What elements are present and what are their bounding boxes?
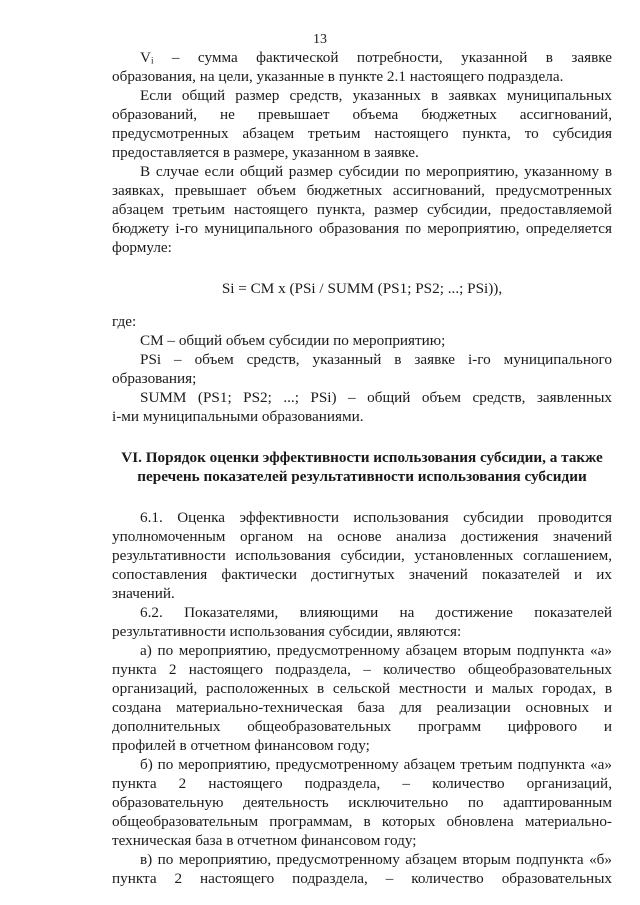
text-line: сопоставления фактически достигнутых значений показателей и их — [112, 566, 612, 583]
definition-line: CM – общий объем субсидии по мероприятию; — [140, 332, 446, 349]
where-label: где: — [112, 313, 137, 330]
text-line: дополнительных общеобразовательных программ цифрового и — [112, 718, 612, 735]
paragraph-vi-definition — [112, 48, 612, 86]
text-line: заявках, превышает объем бюджетных ассигнований, предусмотренных — [112, 182, 612, 199]
subsidy-formula: Si = CM x (PSi / SUMM (PS1; PS2; ...; PSi)), — [221, 280, 503, 297]
text-line: техническая база в отчетном финансовом году; — [112, 832, 417, 849]
text-line: в) по мероприятию, предусмотренному абзацем вторым подпункта «б» — [140, 851, 612, 868]
definition-line: PSi – объем средств, указанный в заявке i-го муниципального — [140, 351, 612, 368]
text-line: формуле: — [112, 239, 172, 256]
text-line: 6.2. Показателями, влияющими на достижение показателей — [140, 604, 612, 621]
list-item-a — [112, 641, 612, 755]
list-item-b — [112, 755, 612, 850]
document-body — [112, 48, 612, 888]
heading-line: перечень показателей результативности использования субсидии — [137, 468, 587, 485]
text-line: абзацем третьим настоящего пункта, размер субсидии, предоставляемой — [112, 201, 612, 218]
formula-definitions — [112, 331, 612, 426]
section-heading — [112, 448, 612, 486]
text-line: уполномоченным органом на основе анализа достижения значений — [112, 528, 612, 545]
text-line: Vᵢ – сумма фактической потребности, указанной в заявке — [140, 49, 612, 66]
text-line: пункта 2 настоящего подраздела, – количество организаций, — [112, 775, 612, 792]
text-line: пункта 2 настоящего подраздела, – количество образовательных — [112, 870, 612, 887]
text-line: образовательную деятельность исключительно по адаптированным — [112, 794, 612, 811]
paragraph-exceeds-budget — [112, 162, 612, 257]
page-number: 13 — [313, 32, 327, 47]
definition-line: SUMM (PS1; PS2; ...; PSi) – общий объем средств, заявленных — [140, 389, 612, 406]
text-line: значений. — [112, 585, 175, 602]
text-line: В случае если общий размер субсидии по мероприятию, указанному в — [140, 163, 612, 180]
text-line: результативности использования субсидии, установленных соглашением, — [112, 547, 612, 564]
text-line: пункта 2 настоящего подраздела, – количество общеобразовательных — [112, 661, 612, 678]
paragraph-within-budget — [112, 86, 612, 162]
text-line: 6.1. Оценка эффективности использования субсидии проводится — [140, 509, 612, 526]
text-line: образований, не превышает объема бюджетных ассигнований, — [112, 106, 612, 123]
heading-line: VI. Порядок оценки эффективности использования субсидии, а также — [121, 449, 603, 466]
list-item-v — [112, 850, 612, 888]
text-line: предусмотренных абзацем третьим настоящего пункта, то субсидия — [112, 125, 612, 142]
text-line: бюджету i-го муниципального образования по мероприятию, определяется — [112, 220, 612, 237]
definition-line: i-ми муниципальными образованиями. — [112, 408, 364, 425]
text-line: Если общий размер средств, указанных в заявках муниципальных — [140, 87, 612, 104]
text-line: образования, на цели, указанные в пункте 2.1 настоящего подраздела. — [112, 68, 564, 85]
paragraph-6-1 — [112, 508, 612, 603]
text-line: создана материально-техническая база для реализации основных и — [112, 699, 612, 716]
text-line: результативности использования субсидии, являются: — [112, 623, 462, 640]
text-line: профилей в отчетном финансовом году; — [112, 737, 370, 754]
paragraph-6-2 — [112, 603, 612, 641]
definition-line: образования; — [112, 370, 197, 387]
text-line: организаций, расположенных в сельской местности и малых городах, в — [112, 680, 612, 697]
text-line: а) по мероприятию, предусмотренному абзацем вторым подпункта «а» — [140, 642, 612, 659]
text-line: общеобразовательным программам, в которых обновлена материально- — [112, 813, 612, 830]
text-line: б) по мероприятию, предусмотренному абзацем третьим подпункта «а» — [140, 756, 612, 773]
text-line: предоставляется в размере, указанном в заявке. — [112, 144, 419, 161]
